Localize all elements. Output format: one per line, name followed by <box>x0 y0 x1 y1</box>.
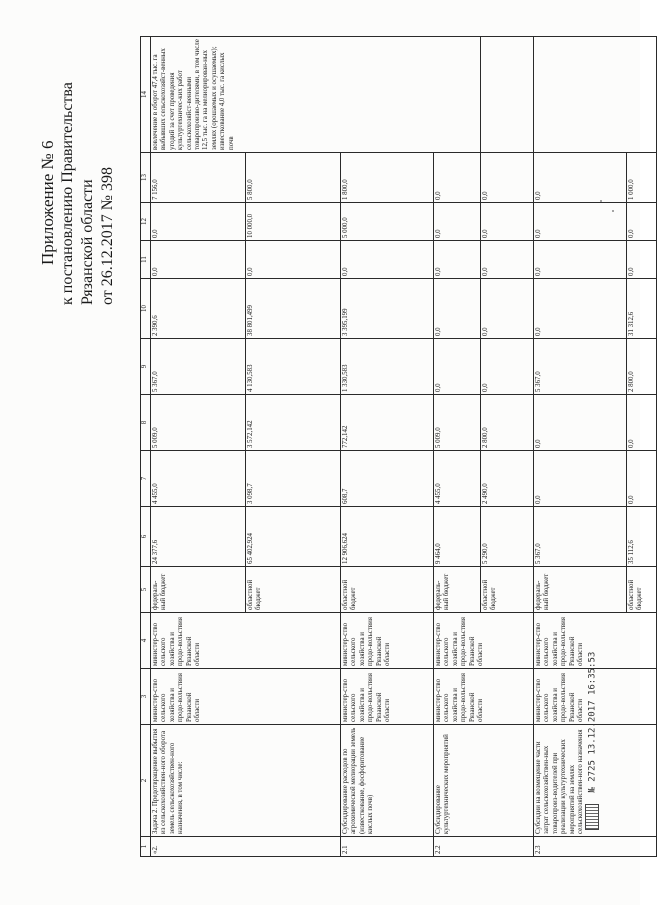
year-value: 0,0 <box>151 241 246 279</box>
year-value: 5 009,0 <box>151 395 246 451</box>
year-value: 608,7 <box>341 451 434 507</box>
col-num: 14 <box>141 37 151 153</box>
year-value: 0,0 <box>151 203 246 241</box>
year-value: 0,0 <box>627 203 657 241</box>
budget-holder: министер-ство сельского хозяйства и продо-вольствия Рязанской области <box>341 613 434 669</box>
year-value: 31 312,6 <box>627 279 657 339</box>
col-num: 12 <box>141 203 151 241</box>
funding-source: областной бюджет <box>246 567 341 613</box>
year-value: 0,0 <box>534 451 627 507</box>
registration-stamp <box>585 652 599 830</box>
stamp-text: № 2725 13.12.2017 16:35:53 <box>587 651 598 793</box>
year-value: 0,0 <box>534 203 627 241</box>
year-value: 2 800,0 <box>481 395 534 451</box>
total-value: 65 402,924 <box>246 507 341 567</box>
row-number: «2. <box>151 837 341 857</box>
executor: министер-ство сельского хозяйства и продо-вольствия Рязанской области <box>434 669 534 725</box>
year-value: 10 000,0 <box>246 203 341 241</box>
year-value: 772,142 <box>341 395 434 451</box>
measure-name: Задача 2. Предотвращение выбытия из сельскохозяйствен-ного оборота земель сельскохозяйствен-ного назначения, в том числе: <box>151 725 341 837</box>
table-row-2-2 <box>434 37 481 857</box>
col-num: 2 <box>141 725 151 837</box>
funding-source: областной бюджет <box>627 567 657 613</box>
year-value: 7 156,0 <box>151 153 246 203</box>
year-value: 0,0 <box>627 395 657 451</box>
year-value: 0,0 <box>434 153 481 203</box>
table-row-task-2 <box>151 37 246 857</box>
year-value: 0,0 <box>434 339 481 395</box>
year-value: 1 000,0 <box>627 153 657 203</box>
year-value: 0,0 <box>434 203 481 241</box>
col-num: 7 <box>141 451 151 507</box>
year-value: 0,0 <box>627 451 657 507</box>
year-value: 0,0 <box>246 241 341 279</box>
executor: министер-ство сельского хозяйства и продо-вольствия Рязанской области <box>151 669 341 725</box>
measure-name: Субсидирование культуртехнических мероприятий <box>434 725 534 837</box>
budget-holder: министер-ство сельского хозяйства и продо-вольствия Рязанской области <box>534 613 657 669</box>
col-num: 8 <box>141 395 151 451</box>
total-value: 5 367,0 <box>534 507 627 567</box>
funding-source: федераль-ный бюджет <box>534 567 627 613</box>
year-value: 0,0 <box>481 339 534 395</box>
year-value: 5 800,0 <box>246 153 341 203</box>
year-value: 0,0 <box>481 279 534 339</box>
expected-result-blank <box>534 37 657 153</box>
col-num: 6 <box>141 507 151 567</box>
total-value: 35 112,6 <box>627 507 657 567</box>
year-value: 5 367,0 <box>534 339 627 395</box>
column-number-row <box>141 37 151 857</box>
funding-source: областной бюджет <box>341 567 434 613</box>
year-value: 2 490,0 <box>481 451 534 507</box>
row-number: 2.3 <box>534 837 657 857</box>
total-value: 9 464,0 <box>434 507 481 567</box>
executor: министер-ство сельского хозяйства и продо-вольствия Рязанской области <box>534 669 657 725</box>
col-num: 5 <box>141 567 151 613</box>
year-value: 4 130,583 <box>246 339 341 395</box>
row-number: 2.2 <box>434 837 534 857</box>
expected-result-blank <box>481 37 534 153</box>
budget-holder: министер-ство сельского хозяйства и продо-вольствия Рязанской области <box>151 613 341 669</box>
program-table <box>140 36 657 857</box>
year-value: 5 000,0 <box>341 203 434 241</box>
region-line: Рязанской области <box>79 179 96 305</box>
funding-source: федераль-ный бюджет <box>434 567 481 613</box>
year-value: 0,0 <box>534 153 627 203</box>
measure-name: Субсидирование расходов по агрохимической мелиорации земель (известкование, фосфоритование кислых почв) <box>341 725 434 837</box>
col-num: 1 <box>141 837 151 857</box>
year-value: 3 395,199 <box>341 279 434 339</box>
col-num: 4 <box>141 613 151 669</box>
year-value: 0,0 <box>534 279 627 339</box>
year-value: 5 367,0 <box>151 339 246 395</box>
year-value: 0,0 <box>481 203 534 241</box>
year-value: 0,0 <box>534 241 627 279</box>
col-num: 13 <box>141 153 151 203</box>
total-value: 24 377,6 <box>151 507 246 567</box>
year-value: 1 800,0 <box>341 153 434 203</box>
year-value: 3 098,7 <box>246 451 341 507</box>
date-number-line: от 26.12.2017 № 398 <box>99 166 116 305</box>
col-num: 10 <box>141 279 151 339</box>
year-value: 0,0 <box>534 395 627 451</box>
year-value: 2 390,6 <box>151 279 246 339</box>
year-value: 0,0 <box>627 241 657 279</box>
year-value: 0,0 <box>434 279 481 339</box>
year-value: 4 455,0 <box>434 451 481 507</box>
expected-result: вовлечение в оборот 47,4 тыс. га выбывших сельскохозяйст-венных угодий за счет проведения культуртехничес-ких работ сельскохозяйст-венными товаропроизво-дителями, в том числе 12,5 тыс. га на мелиорирован-ных землях (орошаемых и осушаемых); известкование 4,0 тыс. га кислых почв <box>151 37 481 153</box>
appendix-title: Приложение № 6 <box>38 140 57 265</box>
year-value: 5 009,0 <box>434 395 481 451</box>
year-value: 2 800,0 <box>627 339 657 395</box>
year-value: 0,0 <box>481 241 534 279</box>
year-value: 1 330,583 <box>341 339 434 395</box>
table-row-2-1 <box>341 37 434 857</box>
funding-source: областной бюджет <box>481 567 534 613</box>
budget-holder: министер-ство сельского хозяйства и продо-вольствия Рязанской области <box>434 613 534 669</box>
table-row-2-3 <box>534 37 627 857</box>
total-value: 5 290,0 <box>481 507 534 567</box>
year-value: 3 572,142 <box>246 395 341 451</box>
executor: министер-ство сельского хозяйства и продо-вольствия Рязанской области <box>341 669 434 725</box>
total-value: 12 906,624 <box>341 507 434 567</box>
year-value: 38 801,499 <box>246 279 341 339</box>
appendix-header <box>38 25 118 305</box>
funding-source: федераль-ный бюджет <box>151 567 246 613</box>
year-value: 0,0 <box>481 153 534 203</box>
year-value: 0,0 <box>341 241 434 279</box>
col-num: 11 <box>141 241 151 279</box>
resolution-line: к постановлению Правительства <box>59 82 76 305</box>
year-value: 4 455,0 <box>151 451 246 507</box>
year-value: 0,0 <box>434 241 481 279</box>
col-num: 3 <box>141 669 151 725</box>
measure-name: Субсидии на возмещение части затрат сельскохозяйствен-ных товаропроиз-водителей при реализации культуртехнических мероприятий на землях сельскохозяйствен-ного назначения <box>534 725 657 837</box>
barcode-icon <box>585 804 599 830</box>
row-number: 2.1 <box>341 837 434 857</box>
col-num: 9 <box>141 339 151 395</box>
